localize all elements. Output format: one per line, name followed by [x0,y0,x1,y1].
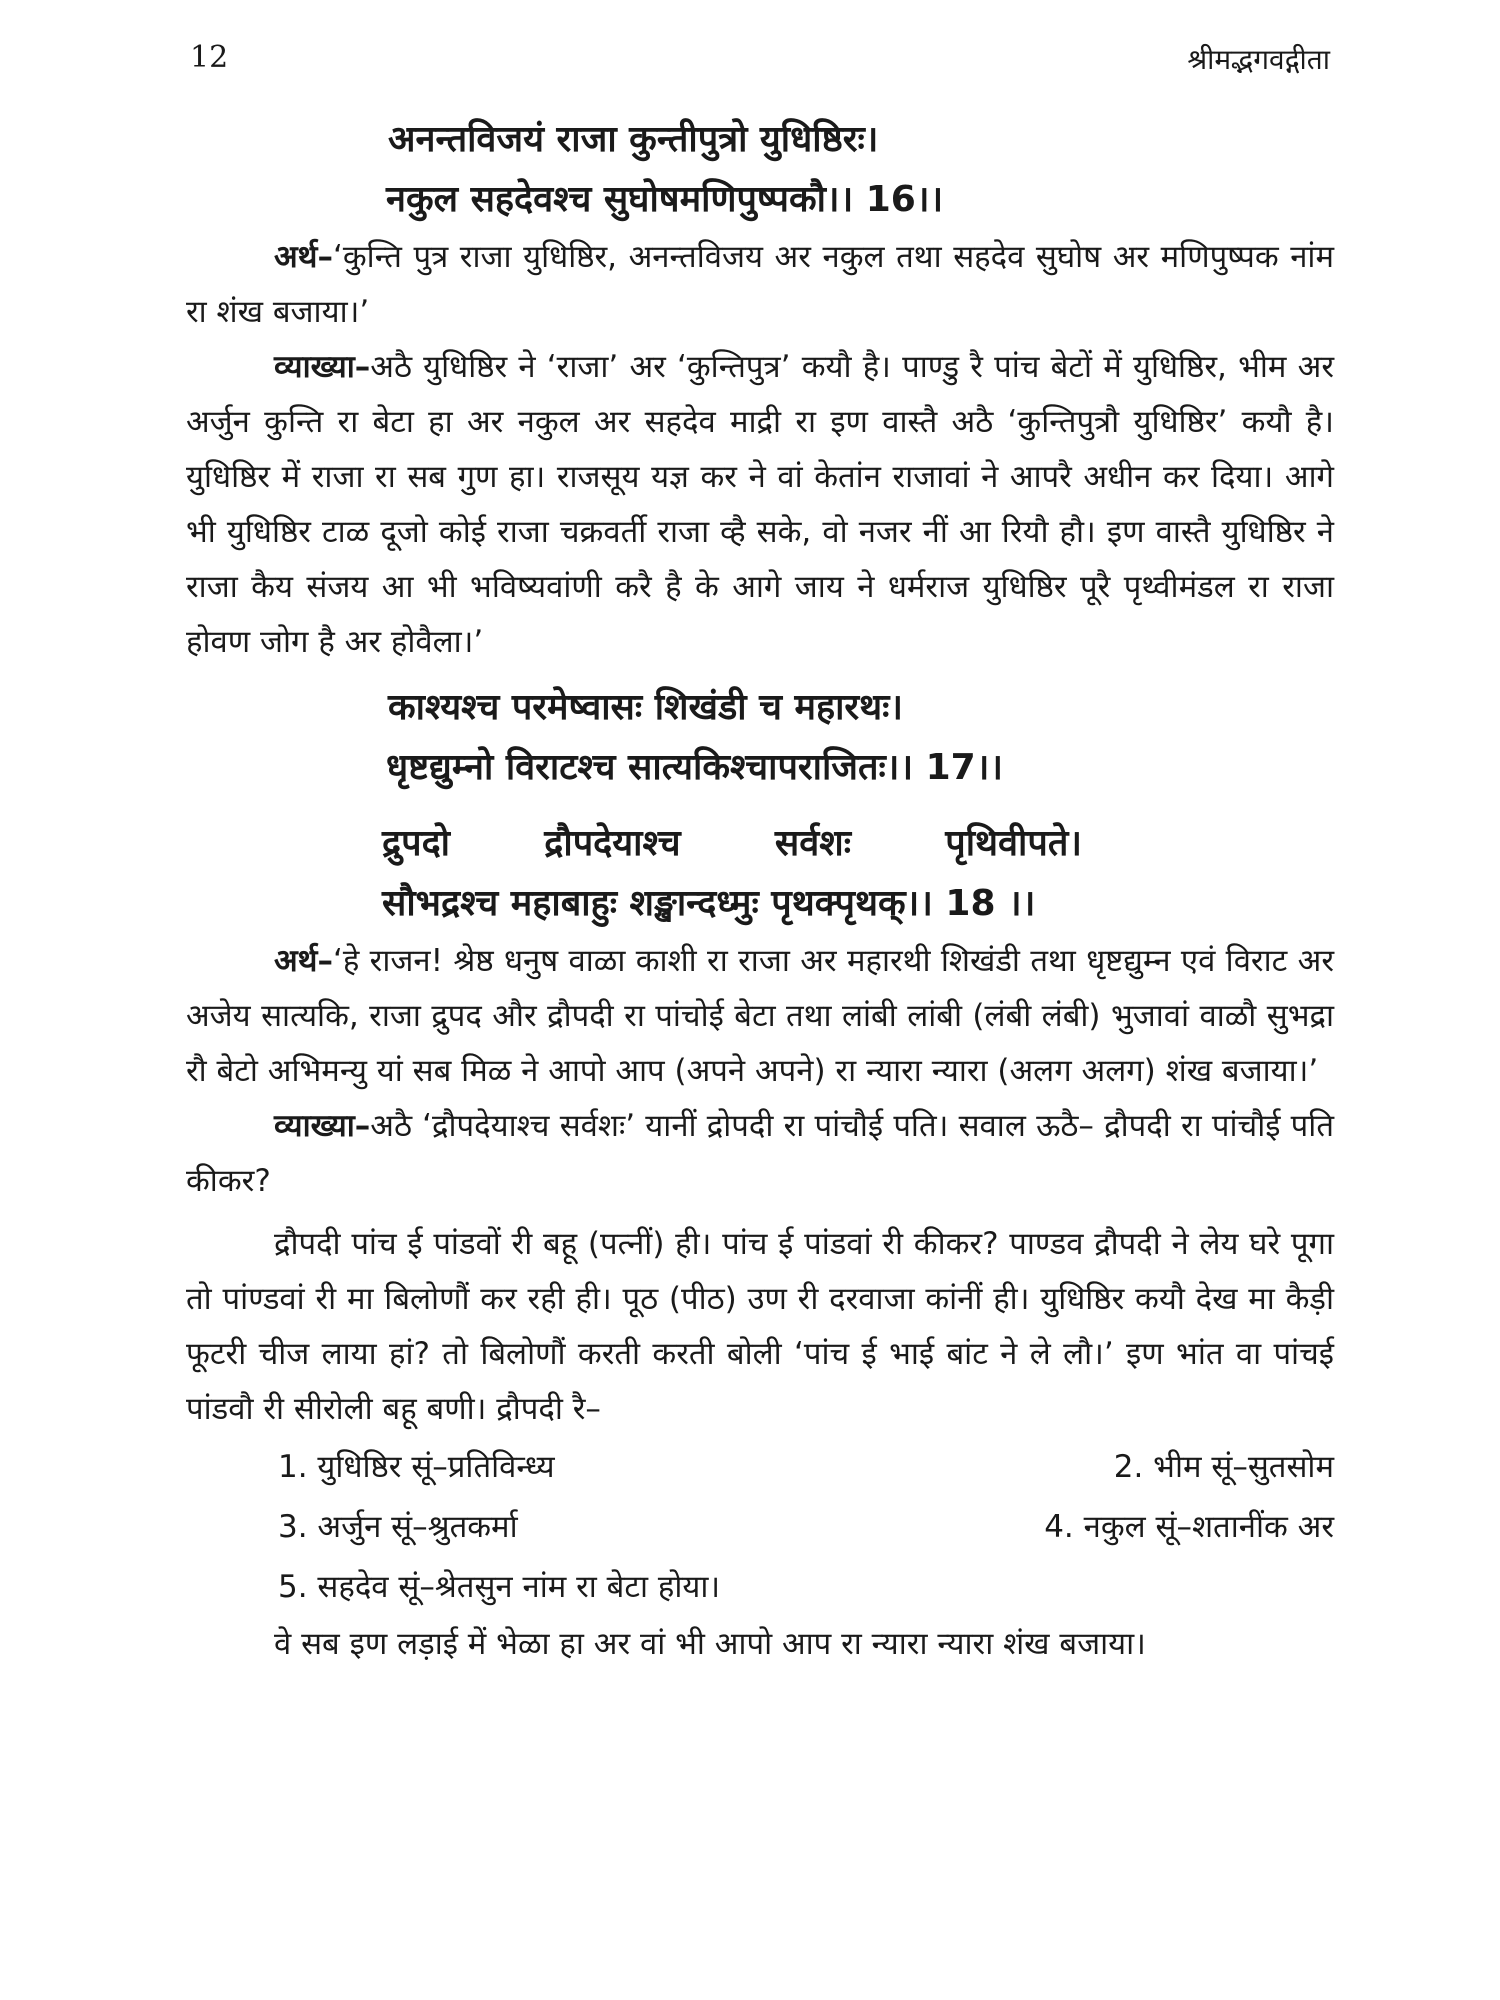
verse-17 [186,678,1334,798]
commentary-label: व्याख्या– [274,1108,371,1144]
verse-18-line-1 [186,814,1334,874]
commentary-label: व्याख्या– [274,349,371,385]
running-title: श्रीमद्भगवद्गीता [1187,43,1330,76]
story-paragraph: द्रौपदी पांच ई पांडवों री बहू (पत्नीं) ही। पांच ई पांडवां री कीकर? पाण्डव द्रौपदी ने लेय घरे पूगा तो पांण्डवां री मा बिलोणौं कर रही ही। पूठ (पीठ) उण री दरवाजा कांनीं ही। युधिष्ठिर कयौ देख मा कैड़ी फूटरी चीज लाया हां? तो बिलोणौं करती करती बोली ‘पांच ई भाई बांट ने ले लौ।’ इण भांत वा पांचई पांडवौ री सीरोली बहू बणी। द्रौपदी रै– [186,1226,1334,1427]
meaning-text: ‘कुन्ति पुत्र राजा युधिष्ठिर, अनन्तविजय अर नकुल तथा सहदेव सुघोष अर मणिपुष्पक नांम रा शंख बजाया।’ [186,239,1334,330]
commentary-paragraph-1 [186,340,1334,670]
commentary-text: अठै युधिष्ठिर ने ‘राजा’ अर ‘कुन्तिपुत्र’ कयौ है। पाण्डु रै पांच बेटों में युधिष्ठिर, भीम अर अर्जुन कुन्ति रा बेटा हा अर नकुल अर सहदेव माद्री रा इण वास्तै अठै ‘कुन्तिपुत्रौ युधिष्ठिर’ कयौ है। युधिष्ठिर में राजा रा सब गुण हा। राजसूय यज्ञ कर ने वां केतांन राजावां ने आपरै अधीन कर दिया। आगे भी युधिष्ठिर टाळ दूजो कोई राजा चक्रवर्ती राजा व्है सके, वो नजर नीं आ रियौ हौ। इण वास्तै युधिष्ठिर ने राजा कैय संजय आ भी भविष्यवांणी करै है के आगे जाय ने धर्मराज युधिष्ठिर पूरै पृथ्वीमंडल रा राजा होवण जोग है अर होवैला।’ [186,349,1334,660]
verse-16 [186,110,1334,230]
verse-18-word: द्रुपदो [382,823,451,864]
list-item: 3. अर्जुन सूं–श्रुतकर्मा [278,1509,518,1545]
list-item: 1. युधिष्ठिर सूं–प्रतिविन्ध्य [278,1449,555,1485]
verse-18-word: द्रौपदेयाश्च [544,823,681,864]
meaning-text: ‘हे राजन! श्रेष्ठ धनुष वाळा काशी रा राजा अर महारथी शिखंडी तथा धृष्टद्युम्न एवं विराट अर अजेय सात्यकि, राजा द्रुपद और द्रौपदी रा पांचोई बेटा तथा लांबी लांबी (लंबी लंबी) भुजावां वाळौ सुभद्रा रौ बेटो अभिमन्यु यां सब मिळ ने आपो आप (अपने अपने) रा न्यारा न्यारा (अलग अलग) शंख बजाया।’ [186,943,1334,1089]
meaning-paragraph-2 [186,934,1334,1099]
commentary-paragraph-2 [186,1099,1334,1209]
verse-16-line-1: अनन्तविजयं राजा कुन्तीपुत्रो युधिष्ठिरः। [388,119,879,160]
list-item: 5. सहदेव सूं–श्रेतसुन नांम रा बेटा होया। [278,1569,721,1605]
meaning-paragraph-1 [186,230,1334,340]
page-header [190,40,1330,90]
verse-18-word: पृथिवीपते। [945,823,1082,864]
page-content [186,110,1334,1672]
closing-line: वे सब इण लड़ाई में भेळा हा अर वां भी आपो आप रा न्यारा न्यारा शंख बजाया। [274,1626,1146,1662]
page-number: 12 [190,40,229,75]
commentary-text: अठै ‘द्रौपदेयाश्च सर्वशः’ यानीं द्रोपदी रा पांचौई पति। सवाल ऊठै– द्रौपदी रा पांचौई पति कीकर? [186,1108,1334,1199]
verse-17-line-2: धृष्टद्युम्नो विराटश्च सात्यकिश्चापराजितः।। 17।। [386,747,1004,788]
meaning-label: अर्थ– [274,239,333,275]
verse-18 [186,814,1334,934]
verse-18-line-2: सौभद्रश्च महाबाहुः शङ्खान्दध्मुः पृथक्पृथक्।। 18 ।। [382,883,1036,924]
verse-17-line-1: काश्यश्च परमेष्वासः शिखंडी च महारथः। [388,687,904,728]
meaning-label: अर्थ– [274,943,333,979]
sons-list [186,1437,1334,1617]
verse-16-line-2: नकुल सहदेवश्च सुघोषमणिपुष्पकौ।। 16।। [386,179,944,220]
list-item: 4. नकुल सूं–शतानींक अर [1044,1509,1334,1545]
list-item: 2. भीम सूं–सुतसोम [1113,1449,1334,1485]
verse-18-word: सर्वशः [774,823,851,864]
